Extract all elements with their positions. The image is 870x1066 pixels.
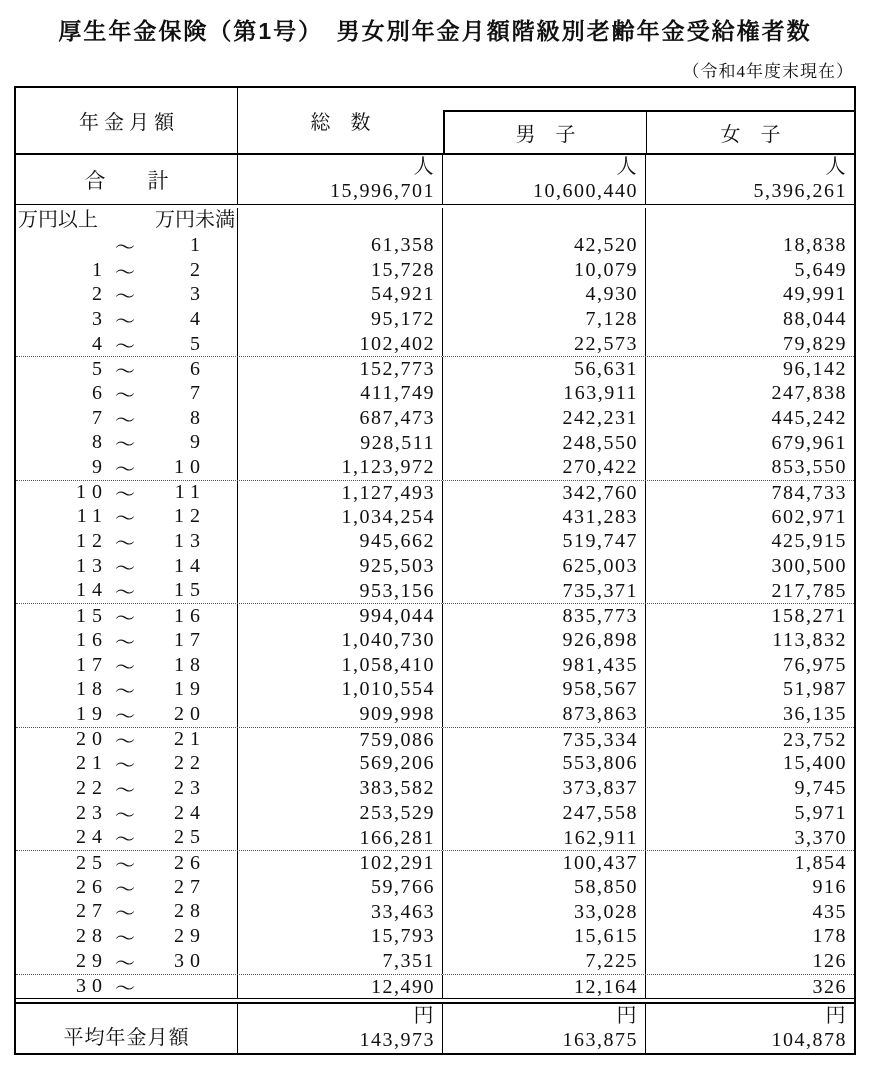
table-row	[16, 850, 854, 875]
unit-yen: 円	[825, 1005, 847, 1028]
range-upper: 30	[174, 949, 206, 972]
total-value: 1,034,254	[238, 505, 443, 530]
female-value: 326	[812, 975, 847, 998]
grand-total-male: 10,600,440	[533, 180, 638, 202]
female-value: 5,971	[794, 801, 847, 824]
range-lower: 10	[76, 481, 108, 504]
table-row	[16, 826, 854, 851]
unit-person: 人	[825, 156, 847, 178]
female-value: 88,044	[783, 308, 847, 331]
range-note-row	[16, 208, 854, 233]
range-upper: 16	[174, 604, 206, 627]
female-value: 3,370	[794, 826, 847, 849]
total-value: 12,490	[238, 975, 443, 999]
male-value: 553,806	[443, 751, 646, 776]
range-tilde: ～	[115, 631, 135, 654]
pension-table	[14, 86, 856, 1055]
range-upper: 12	[174, 505, 206, 528]
total-value: 909,998	[238, 702, 443, 727]
range-upper: 9	[190, 431, 206, 454]
table-body	[16, 208, 854, 999]
male-value: 56,631	[443, 357, 646, 381]
male-value: 7,225	[443, 949, 646, 974]
table-row	[16, 431, 854, 456]
range-tilde: ～	[115, 928, 135, 951]
range-lower: 27	[76, 900, 108, 923]
table-row	[16, 529, 854, 554]
male-value: 735,371	[443, 579, 646, 604]
table-row	[16, 603, 854, 628]
female-value: 916	[812, 875, 847, 898]
header-total: 総 数	[310, 112, 371, 134]
table-row	[16, 801, 854, 826]
female-value: 679,961	[771, 431, 847, 454]
range-upper: 14	[174, 554, 206, 577]
range-tilde: ～	[115, 582, 135, 605]
table-row	[16, 974, 854, 999]
male-value: 981,435	[443, 653, 646, 678]
female-value: 113,832	[772, 629, 847, 651]
range-tilde: ～	[115, 779, 135, 802]
female-value: 5,649	[794, 258, 847, 281]
range-lower: 20	[76, 728, 108, 751]
male-value: 58,850	[443, 875, 646, 900]
table-row	[16, 480, 854, 505]
female-value: 158,271	[771, 605, 847, 628]
range-lower: 23	[76, 801, 108, 824]
range-lower: 18	[76, 678, 108, 701]
total-value: 95,172	[238, 307, 443, 332]
header-female: 女 子	[720, 124, 781, 146]
table-row	[16, 505, 854, 530]
total-value: 687,473	[238, 406, 443, 431]
range-lower: 17	[76, 653, 108, 676]
range-lower: 11	[76, 505, 108, 528]
range-note-left: 万円以上	[18, 209, 98, 231]
range-upper: 6	[190, 357, 206, 380]
table-row	[16, 653, 854, 678]
range-lower: 25	[76, 851, 108, 874]
range-lower: 28	[76, 925, 108, 948]
range-lower: 22	[76, 776, 108, 799]
range-tilde: ～	[115, 607, 135, 630]
male-value: 431,283	[443, 505, 646, 530]
table-row	[16, 356, 854, 381]
range-lower: 9	[92, 456, 108, 479]
range-tilde: ～	[115, 829, 135, 852]
total-value: 102,291	[238, 851, 443, 875]
range-tilde: ～	[115, 681, 135, 704]
male-value: 247,558	[443, 801, 646, 826]
table-row	[16, 677, 854, 702]
range-tilde: ～	[115, 384, 135, 407]
range-upper: 1	[190, 233, 206, 256]
average-male: 163,875	[562, 1029, 638, 1052]
total-value: 928,511	[238, 431, 443, 456]
range-upper: 17	[174, 628, 206, 651]
total-value: 1,127,493	[238, 481, 443, 505]
table-row	[16, 455, 854, 480]
male-value: 12,164	[443, 975, 646, 999]
range-tilde: ～	[115, 878, 135, 901]
male-value: 958,567	[443, 677, 646, 702]
table-row	[16, 924, 854, 949]
range-upper: 26	[174, 851, 206, 874]
range-lower: 6	[92, 381, 108, 404]
grand-total-label: 合 計	[16, 155, 238, 204]
range-lower: 12	[76, 530, 108, 553]
range-tilde: ～	[115, 755, 135, 778]
range-tilde: ～	[115, 360, 135, 383]
range-lower: 8	[92, 431, 108, 454]
range-upper: 13	[174, 530, 206, 553]
female-value: 126	[812, 949, 847, 972]
range-tilde: ～	[115, 705, 135, 728]
grand-total-total: 15,996,701	[330, 180, 435, 202]
header-male: 男 子	[445, 112, 647, 153]
table-row	[16, 875, 854, 900]
table-row	[16, 702, 854, 727]
table-header	[16, 88, 854, 155]
range-upper: 4	[190, 307, 206, 330]
range-upper: 22	[174, 752, 206, 775]
total-value: 7,351	[238, 949, 443, 974]
total-value: 994,044	[238, 604, 443, 628]
table-row	[16, 307, 854, 332]
female-value: 36,135	[783, 703, 847, 726]
grand-total-female: 5,396,261	[753, 180, 847, 202]
total-value: 1,010,554	[238, 677, 443, 702]
male-value: 162,911	[443, 826, 646, 851]
table-row	[16, 406, 854, 431]
female-value: 425,915	[771, 530, 847, 553]
male-value: 22,573	[443, 332, 646, 357]
female-value: 49,991	[783, 283, 847, 306]
female-value: 445,242	[771, 406, 847, 429]
male-value: 873,863	[443, 702, 646, 727]
range-tilde: ～	[115, 656, 135, 679]
header-range: 年 金 月 額	[16, 88, 238, 153]
total-value: 15,793	[238, 924, 443, 949]
range-tilde: ～	[115, 854, 135, 877]
female-value: 1,854	[794, 852, 847, 875]
range-lower: 26	[76, 875, 108, 898]
male-value: 625,003	[443, 554, 646, 579]
female-value: 435	[812, 900, 847, 923]
female-value: 784,733	[771, 481, 847, 504]
total-value: 253,529	[238, 801, 443, 826]
total-value: 945,662	[238, 529, 443, 554]
average-total: 143,973	[359, 1029, 435, 1052]
range-lower: 24	[76, 826, 108, 849]
range-tilde: ～	[115, 533, 135, 556]
table-row	[16, 282, 854, 307]
female-value: 247,838	[771, 382, 847, 405]
range-upper: 24	[174, 801, 206, 824]
range-lower: 13	[76, 554, 108, 577]
male-value: 342,760	[443, 481, 646, 505]
total-value: 383,582	[238, 776, 443, 801]
table-row	[16, 776, 854, 801]
male-value: 15,615	[443, 924, 646, 949]
total-value: 152,773	[238, 357, 443, 381]
total-value: 411,749	[238, 381, 443, 406]
unit-person: 人	[616, 156, 638, 178]
table-row	[16, 233, 854, 258]
range-upper: 8	[190, 406, 206, 429]
total-value: 54,921	[238, 282, 443, 307]
range-lower: 1	[92, 258, 108, 281]
range-upper: 11	[174, 481, 206, 504]
range-lower: 14	[76, 579, 108, 602]
female-value: 853,550	[771, 456, 847, 479]
range-upper: 10	[174, 456, 206, 479]
range-upper: 2	[190, 258, 206, 281]
range-tilde: ～	[115, 557, 135, 580]
range-lower: 19	[76, 702, 108, 725]
table-row	[16, 751, 854, 776]
range-note-right: 万円未満	[155, 209, 235, 231]
range-tilde: ～	[115, 434, 135, 457]
range-upper: 23	[174, 776, 206, 799]
table-row	[16, 727, 854, 752]
total-value: 925,503	[238, 554, 443, 579]
range-lower: 5	[92, 357, 108, 380]
male-value: 735,334	[443, 728, 646, 752]
table-row	[16, 332, 854, 357]
range-upper: 15	[174, 579, 206, 602]
unit-yen: 円	[413, 1005, 435, 1028]
range-lower: 30	[76, 974, 108, 997]
total-value: 1,040,730	[238, 628, 443, 653]
range-upper: 7	[190, 381, 206, 404]
range-tilde: ～	[115, 286, 135, 309]
female-value: 23,752	[783, 728, 847, 751]
range-upper: 27	[174, 875, 206, 898]
total-value: 102,402	[238, 332, 443, 357]
range-tilde: ～	[115, 804, 135, 827]
female-value: 9,745	[794, 777, 847, 800]
table-row	[16, 258, 854, 283]
total-value: 759,086	[238, 728, 443, 752]
male-value: 248,550	[443, 431, 646, 456]
range-upper: 25	[174, 826, 206, 849]
male-value: 42,520	[443, 233, 646, 258]
table-row	[16, 949, 854, 974]
unit-person: 人	[413, 156, 435, 178]
female-value: 300,500	[771, 554, 847, 577]
female-value: 602,971	[771, 505, 847, 528]
male-value: 270,422	[443, 455, 646, 480]
female-value: 76,975	[783, 653, 847, 676]
female-value: 51,987	[783, 678, 847, 701]
unit-yen: 円	[616, 1005, 638, 1028]
total-value: 59,766	[238, 875, 443, 900]
male-value: 163,911	[443, 381, 646, 406]
female-value: 15,400	[783, 752, 847, 775]
average-female: 104,878	[771, 1029, 847, 1052]
total-value: 953,156	[238, 579, 443, 604]
female-value: 18,838	[783, 234, 847, 256]
range-lower: 4	[92, 332, 108, 355]
table-row	[16, 579, 854, 604]
male-value: 33,028	[443, 900, 646, 925]
range-tilde: ～	[115, 335, 135, 358]
range-upper: 21	[174, 728, 206, 751]
table-row	[16, 554, 854, 579]
range-lower: 21	[76, 752, 108, 775]
table-row	[16, 381, 854, 406]
male-value: 835,773	[443, 604, 646, 628]
range-lower: 2	[92, 283, 108, 306]
range-tilde: ～	[115, 310, 135, 333]
total-value: 33,463	[238, 900, 443, 925]
range-tilde: ～	[115, 484, 135, 507]
body-rows	[16, 233, 854, 998]
female-value: 79,829	[783, 332, 847, 355]
range-upper: 29	[174, 925, 206, 948]
table-row	[16, 900, 854, 925]
range-tilde: ～	[115, 459, 135, 482]
range-lower: 7	[92, 406, 108, 429]
range-tilde: ～	[115, 409, 135, 432]
range-tilde: ～	[115, 261, 135, 284]
page-title: 厚生年金保険（第1号） 男女別年金月額階級別老齢年金受給権者数	[58, 18, 812, 44]
range-upper: 3	[190, 283, 206, 306]
range-lower: 16	[76, 628, 108, 651]
female-value: 96,142	[783, 358, 847, 381]
total-value: 1,058,410	[238, 653, 443, 678]
male-value: 519,747	[443, 529, 646, 554]
range-tilde: ～	[115, 977, 135, 1000]
male-value: 4,930	[443, 282, 646, 307]
range-tilde: ～	[115, 731, 135, 754]
average-label: 平均年金月額	[16, 1004, 238, 1053]
total-value: 166,281	[238, 826, 443, 851]
range-lower: 29	[76, 949, 108, 972]
average-row	[16, 1002, 854, 1053]
total-value: 1,123,972	[238, 455, 443, 480]
male-value: 7,128	[443, 307, 646, 332]
total-value: 61,358	[238, 233, 443, 258]
header-gender-box	[443, 110, 854, 153]
range-upper: 5	[190, 332, 206, 355]
range-upper: 20	[174, 702, 206, 725]
range-lower: 15	[76, 604, 108, 627]
range-lower: 3	[92, 307, 108, 330]
male-value: 373,837	[443, 776, 646, 801]
total-value: 15,728	[238, 258, 443, 283]
male-value: 926,898	[443, 628, 646, 653]
range-tilde: ～	[115, 903, 135, 926]
male-value: 100,437	[443, 851, 646, 875]
range-upper: 18	[174, 653, 206, 676]
range-tilde: ～	[115, 236, 135, 259]
table-row	[16, 628, 854, 653]
date-note: （令和4年度末現在）	[682, 62, 854, 81]
male-value: 10,079	[443, 258, 646, 283]
male-value: 242,231	[443, 406, 646, 431]
range-upper: 19	[174, 678, 206, 701]
range-tilde: ～	[115, 508, 135, 531]
female-value: 178	[812, 925, 847, 948]
total-value: 569,206	[238, 751, 443, 776]
grand-total-row	[16, 155, 854, 205]
range-upper: 28	[174, 900, 206, 923]
range-tilde: ～	[115, 952, 135, 975]
female-value: 217,785	[771, 579, 847, 602]
